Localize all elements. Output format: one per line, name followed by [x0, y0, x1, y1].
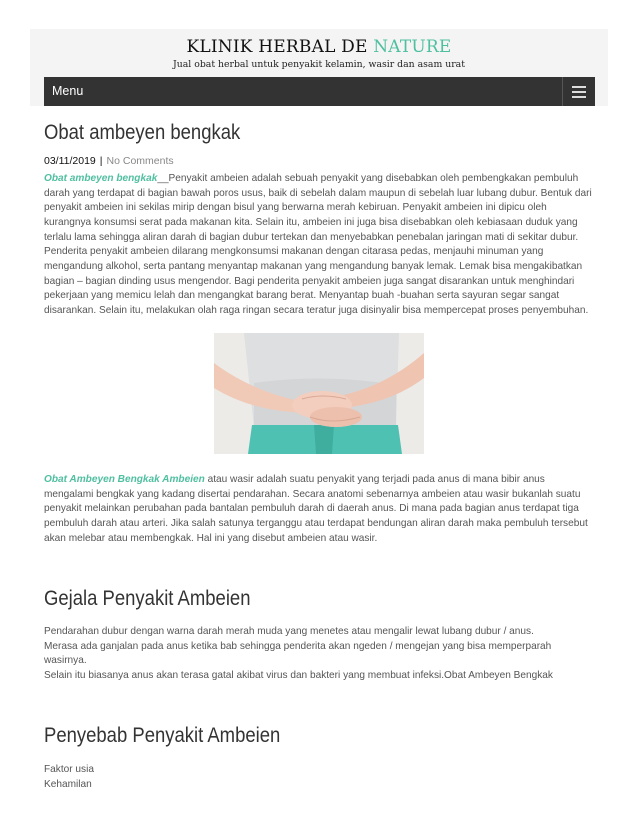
symptoms-list [44, 625, 596, 684]
post-meta [44, 155, 174, 167]
section-heading-causes: Penyebab Penyakit Ambeien [44, 724, 281, 747]
section-heading-symptoms: Gejala Penyakit Ambeien [44, 587, 251, 610]
stomach-pain-illustration [214, 333, 424, 454]
hamburger-icon[interactable] [562, 77, 595, 106]
keyword-link[interactable]: Obat ambeyen bengkak [44, 173, 158, 184]
site-tagline: Jual obat herbal untuk penyakit kelamin, wasir dan asam urat [173, 59, 465, 70]
comments-link[interactable]: No Comments [106, 155, 174, 167]
main-navbar [44, 77, 595, 106]
cause-line: Kehamilan [44, 778, 92, 790]
menu-label[interactable]: Menu [52, 84, 84, 98]
site-title-main[interactable]: KLINIK HERBAL DE [186, 37, 374, 57]
meta-separator: | [99, 155, 103, 167]
post-date[interactable]: 03/11/2019 [44, 155, 96, 167]
symptom-line: Merasa ada ganjalan pada anus ketika bab sehingga penderita akan ngeden / mengejan yang bisa memperparah wasirnya. [44, 640, 552, 667]
post-paragraph [44, 172, 596, 319]
paragraph-text: __Penyakit ambeien adalah sebuah penyakit yang disebabkan oleh pembengkakan pembuluh darah yang terdapat di bagian bawah poros usus, baik di sebelah dalam maupun di sebelah luar lubang dubur. Bentuk dari penyakit ambeien ini sekilas mirip dengan bisul yang berwarna merah kebiruan. Penyakit ambeien ini dipicu oleh kurangnya konsumsi serat pada makanan kita. Selain itu, ambeien ini juga bisa disebabkan oleh kebiasaan duduk yang terlalu lama sehingga aliran darah di bagian dubur tertekan dan menyebabkan penebalan jaringan mati di sekitar dubur. Penderita penyakit ambeien dilarang mengkonsumsi makanan dengan citarasa pedas, menjauhi minuman yang mengandung alkohol, serta pantang menyantap makanan yang mengandung banyak lemak. Lemak bisa mengakibatkan bagian – bagian dinding usus mengendor. Bagi penderita penyakit ambeien juga sangat disarankan untuk menghindari pekerjaan yang memicu lelah dan mengangkat barang berat. Menyantap buah -buahan serta sayuran segar sangat disarankan. Selain itu, melakukan olah raga ringan secara teratur juga disinyalir bisa mempercepat proses penyembuhan. [44, 173, 592, 316]
site-title-accent[interactable]: NATURE [373, 37, 452, 57]
hamburger-bar [572, 96, 586, 98]
hamburger-bar [572, 91, 586, 93]
keyword-link[interactable]: Obat Ambeyen Bengkak Ambeien [44, 474, 205, 485]
site-title[interactable] [30, 37, 608, 57]
post-paragraph [44, 473, 596, 546]
paragraph-text: atau wasir adalah suatu penyakit yang terjadi pada anus di mana bibir anus mengalami bengkak yang kadang disertai pendarahan. Secara anatomi sebenarnya ambeien atau wasir bukanlah suatu penyakit melainkan perubahan pada bantalan pembuluh darah di daerah anus. Di mana pada bagian anus terdapat tiga pembuluh darah atau arteri. Jika salah satunya terganggu atau terdapat bendungan aliran darah maka pembuluh tersebut akan melebar atau membengkak. Hal ini yang disebut ambeien atau wasir. [44, 474, 588, 544]
cause-line: Faktor usia [44, 764, 94, 775]
post-image [214, 333, 424, 454]
post-title: Obat ambeyen bengkak [44, 121, 241, 144]
symptom-line: Pendarahan dubur dengan warna darah merah muda yang menetes atau mengalir lewat lubang dubur / anus. [44, 626, 534, 637]
hamburger-bar [572, 86, 586, 88]
causes-list [44, 763, 596, 792]
symptom-line: Selain itu biasanya anus akan terasa gatal akibat virus dan bakteri yang membuat infeksi.Obat Ambeyen Bengkak [44, 669, 553, 681]
